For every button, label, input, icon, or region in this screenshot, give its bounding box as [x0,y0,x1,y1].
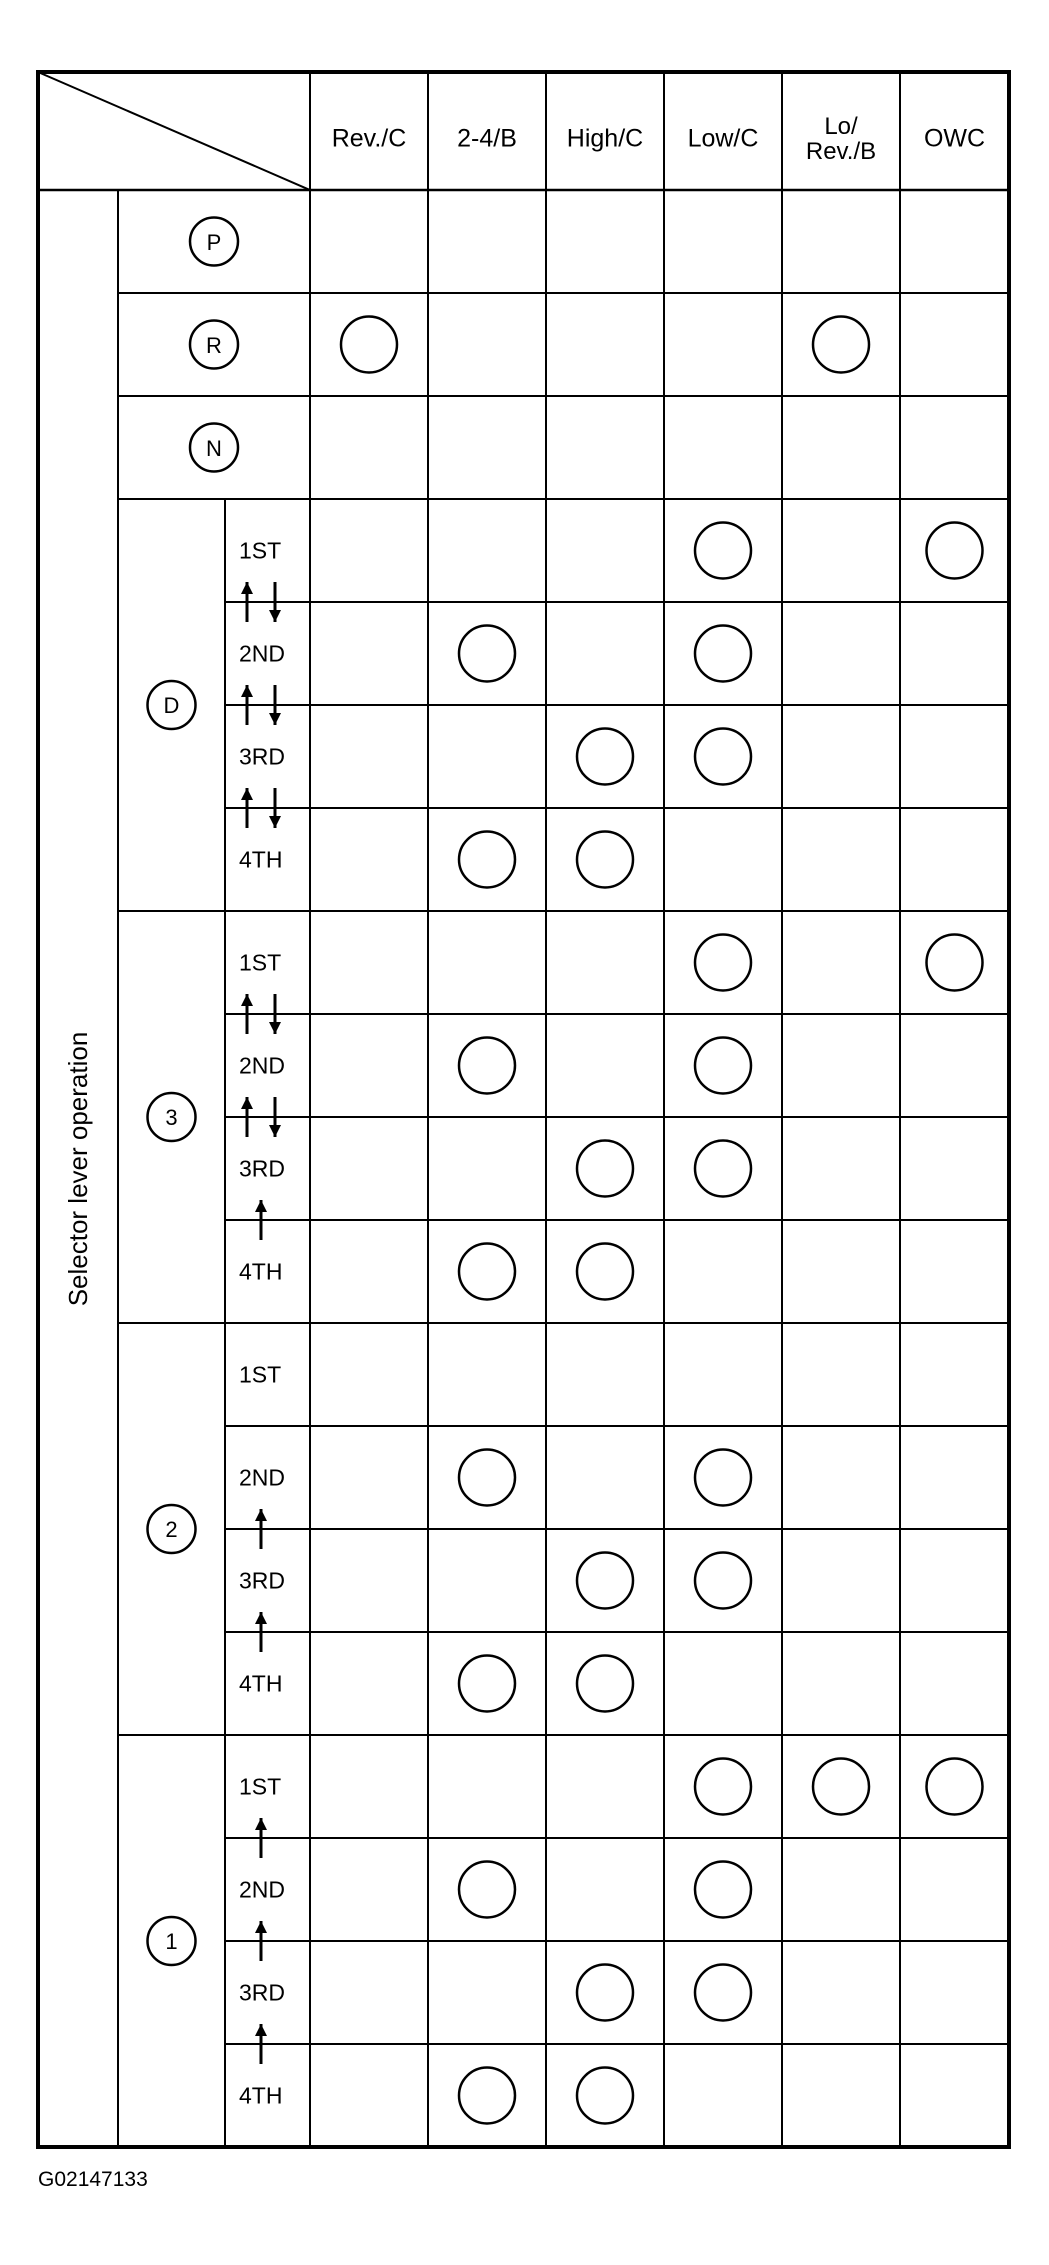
upshift-arrow-head [241,994,253,1006]
upshift-arrow-head [255,1921,267,1933]
downshift-arrow-head [269,713,281,725]
gear-label: 3RD [239,1567,286,1593]
engaged-marker [695,1038,751,1094]
position-label: P [206,229,222,255]
engaged-marker [577,729,633,785]
engaged-marker [577,1656,633,1712]
gear-label: 2ND [239,1876,286,1902]
header-diagonal [38,72,310,190]
engaged-marker [695,1450,751,1506]
upshift-arrow-head [241,1097,253,1109]
engaged-marker [695,729,751,785]
engaged-marker [813,1759,869,1815]
engaged-marker [459,832,515,888]
engaged-marker [695,1553,751,1609]
gear-label: 3RD [239,743,286,769]
gear-label: 2ND [239,640,286,666]
engaged-marker [695,935,751,991]
gear-label: 1ST [239,1361,282,1387]
engaged-marker [927,1759,983,1815]
downshift-arrow-head [269,1022,281,1034]
gear-label: 2ND [239,1464,286,1490]
upshift-arrow-head [241,685,253,697]
engaged-marker [577,1553,633,1609]
engaged-marker [459,626,515,682]
column-header: Lo/ Rev./B [805,112,877,165]
gear-label: 1ST [239,1773,282,1799]
upshift-arrow-head [241,582,253,594]
gear-label: 4TH [239,1670,283,1696]
position-label: D [163,693,180,718]
gear-label: 4TH [239,1258,283,1284]
column-header: 2-4/B [457,124,517,153]
figure-code: G02147133 [38,2168,148,2191]
position-label: 1 [165,1929,178,1954]
position-label: 2 [165,1517,178,1542]
engaged-marker [459,1038,515,1094]
gear-label: 4TH [239,2082,283,2108]
engaged-marker [459,1862,515,1918]
gear-label: 3RD [239,1155,286,1181]
gear-label: 1ST [239,537,282,563]
side-label: Selector lever operation [63,1031,93,1306]
column-header: Rev./C [331,124,407,153]
upshift-arrow-head [241,788,253,800]
gear-label: 3RD [239,1979,286,2005]
column-header: High/C [566,124,644,153]
engaged-marker [695,523,751,579]
column-header: Low/C [687,124,759,153]
engaged-marker [695,1759,751,1815]
upshift-arrow-head [255,1200,267,1212]
engaged-marker [459,1656,515,1712]
upshift-arrow-head [255,1509,267,1521]
engaged-marker [459,1450,515,1506]
position-label: R [206,332,222,358]
engaged-marker [577,1244,633,1300]
downshift-arrow-head [269,610,281,622]
engaged-marker [927,523,983,579]
engaged-marker [695,1141,751,1197]
engaged-marker [695,626,751,682]
downshift-arrow-head [269,816,281,828]
engaged-marker [695,1965,751,2021]
engaged-marker [577,2068,633,2124]
engaged-marker [813,317,869,373]
engaged-marker [695,1862,751,1918]
gear-label: 2ND [239,1052,286,1078]
table-border [38,72,1009,2147]
engaged-marker [459,2068,515,2124]
engaged-marker [577,1965,633,2021]
upshift-arrow-head [255,1818,267,1830]
engaged-marker [577,832,633,888]
engaged-marker [577,1141,633,1197]
column-header: OWC [923,124,986,153]
upshift-arrow-head [255,2024,267,2036]
upshift-arrow-head [255,1612,267,1624]
gear-label: 1ST [239,949,282,975]
engaged-marker [927,935,983,991]
gear-label: 4TH [239,846,283,872]
position-label: N [206,435,222,461]
position-label: 3 [165,1105,178,1130]
engaged-marker [341,317,397,373]
engaged-marker [459,1244,515,1300]
downshift-arrow-head [269,1125,281,1137]
